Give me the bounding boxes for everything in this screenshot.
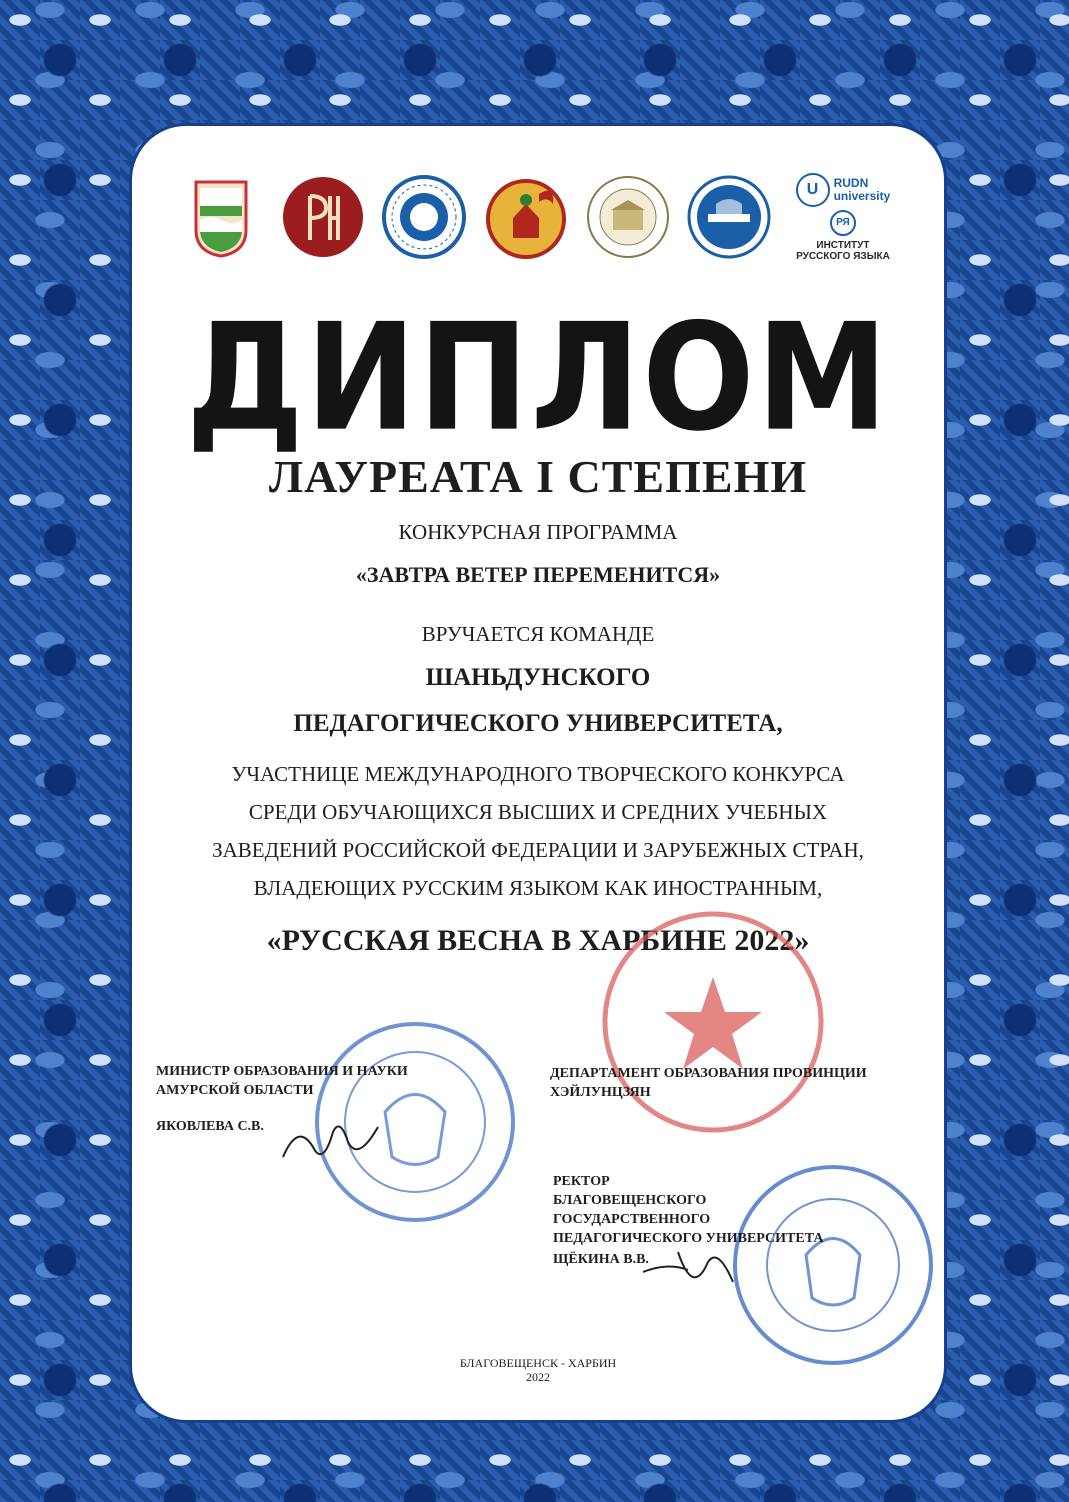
department-title-line2: ХЭЙЛУНЦЗЯН <box>550 1085 651 1100</box>
rector-title-line1: РЕКТОР <box>553 1174 610 1189</box>
rudn-line2: university <box>833 188 891 203</box>
diploma-content-area <box>138 132 938 1414</box>
rudn-institute <box>796 240 890 262</box>
awarded-to: ВРУЧАЕТСЯ КОМАНДЕ <box>421 622 655 646</box>
description-line: СРЕДИ ОБУЧАЮЩИХСЯ ВЫСШИХ И СРЕДНИХ УЧЕБНЫХ <box>248 800 828 824</box>
rector-title-line3: ПЕДАГОГИЧЕСКОГО УНИВЕРСИТЕТА <box>553 1231 824 1246</box>
program-label: КОНКУРСНАЯ ПРОГРАММА <box>398 520 678 544</box>
contest-name: «РУССКАЯ ВЕСНА В ХАРБИНЕ 2022» <box>266 924 810 957</box>
rudn-line1: RUDN <box>833 175 869 190</box>
team-line-1: ШАНЬДУНСКОГО <box>425 664 651 691</box>
program-name: «ЗАВТРА ВЕТЕР ПЕРЕМЕНИТСЯ» <box>355 562 721 587</box>
department-title <box>550 1064 910 1102</box>
rudn-mark-icon: U <box>796 173 830 207</box>
hit-university-seal-icon <box>381 174 467 260</box>
diploma-title: ДИПЛОМ <box>186 292 890 465</box>
rector-signature-icon <box>638 1242 738 1302</box>
bgpu-seal-icon <box>585 174 671 260</box>
diploma-subtitle: ЛАУРЕАТА I СТЕПЕНИ <box>268 451 808 502</box>
footer-cities: БЛАГОВЕЩЕНСК - ХАРБИН <box>459 1356 617 1370</box>
rudn-institute-line1: ИНСТИТУТ <box>816 239 870 251</box>
minister-title-line1: МИНИСТР ОБРАЗОВАНИЯ И НАУКИ <box>156 1064 408 1079</box>
rector-title <box>553 1172 853 1248</box>
rudn-logo <box>788 172 898 262</box>
rya-mark: РЯ <box>830 210 856 236</box>
team-line-2: ПЕДАГОГИЧЕСКОГО УНИВЕРСИТЕТА, <box>293 710 783 737</box>
description-line: УЧАСТНИЦЕ МЕЖДУНАРОДНОГО ТВОРЧЕСКОГО КОНКУРСА <box>231 762 845 786</box>
rector-title-line2: БЛАГОВЕЩЕНСКОГО ГОСУДАРСТВЕННОГО <box>553 1193 711 1227</box>
heilongjiang-department-stamp-icon <box>598 907 828 1137</box>
minister-signature-icon <box>278 1112 388 1172</box>
minister-name: ЯКОВЛЕВА С.В. <box>156 1119 264 1134</box>
minister-title <box>156 1062 456 1100</box>
department-title-line1: ДЕПАРТАМЕНТ ОБРАЗОВАНИЯ ПРОВИНЦИИ <box>550 1066 867 1081</box>
footer-year: 2022 <box>526 1370 550 1384</box>
harpyal-logo-icon <box>686 174 772 260</box>
minister-title-line2: АМУРСКОЙ ОБЛАСТИ <box>156 1083 314 1098</box>
amur-coat-of-arms-icon <box>178 174 264 260</box>
rector-name: ЩЁКИНА В.В. <box>553 1252 649 1267</box>
logo-row <box>178 162 898 272</box>
rudn-institute-line2: РУССКОГО ЯЗЫКА <box>796 250 890 262</box>
description-line: ВЛАДЕЮЩИХ РУССКИМ ЯЗЫКОМ КАК ИНОСТРАННЫМ, <box>253 876 823 900</box>
description-line: ЗАВЕДЕНИЙ РОССИЙСКОЙ ФЕДЕРАЦИИ И ЗАРУБЕЖНЫХ СТРАН, <box>212 838 864 862</box>
footer <box>138 1356 938 1384</box>
rya-emblem-icon <box>280 174 366 260</box>
russian-spring-harbin-emblem-icon <box>483 174 569 260</box>
